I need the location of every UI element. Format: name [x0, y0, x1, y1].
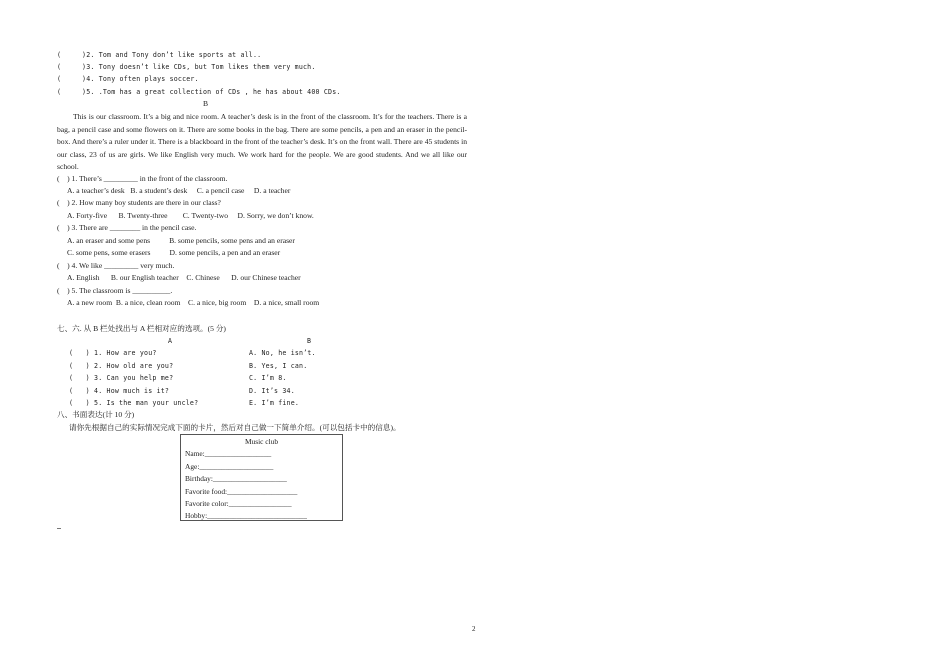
matching-column-b-header: B: [307, 337, 312, 345]
card-age-field: Age:____________________: [185, 462, 274, 471]
margin-mark: [57, 528, 61, 529]
matching-row-2-answer: B. Yes, I can.: [249, 362, 308, 370]
reading-question-3-options-ab: A. an eraser and some pens B. some pencils, some pens and an eraser: [67, 236, 295, 245]
page-number: 2: [472, 625, 476, 633]
card-title: Music club: [244, 437, 279, 446]
reading-question-4: ( ) 4. We like _________ very much.: [57, 261, 175, 270]
matching-row-4-answer: D. It’s 34.: [249, 387, 295, 395]
reading-question-5-options: A. a new room B. a nice, clean room C. a nice, big room D. a nice, small room: [67, 298, 320, 307]
reading-question-1: ( ) 1. There’s _________ in the front of the classroom.: [57, 174, 228, 183]
matching-row-3-answer: C. I’m 8.: [249, 374, 287, 382]
matching-row-5-answer: E. I’m fine.: [249, 399, 300, 407]
card-birthday-field: Birthday:____________________: [185, 474, 287, 483]
card-name-field: Name:__________________: [185, 449, 272, 458]
reading-question-2-options: A. Forty-five B. Twenty-three C. Twenty-two D. Sorry, we don’t know.: [67, 211, 314, 220]
matching-row-1-question: ( ) 1. How are you?: [69, 349, 157, 357]
reading-question-4-options: A. English B. our English teacher C. Chinese D. our Chinese teacher: [67, 273, 301, 282]
tf-item-3: ( )3. Tony doesn’t like CDs, but Tom likes them very much.: [57, 63, 316, 71]
reading-question-3-options-cd: C. some pens, some erasers D. some pencils, a pen and an eraser: [67, 248, 281, 257]
matching-section-title: 七、六. 从 B 栏处找出与 A 栏相对应的选项。(5 分): [57, 324, 226, 333]
reading-question-3: ( ) 3. There are ________ in the pencil case.: [57, 223, 197, 232]
matching-row-5-question: ( ) 5. Is the man your uncle?: [69, 399, 199, 407]
matching-column-a-header: A: [168, 337, 173, 345]
matching-row-3-question: ( ) 3. Can you help me?: [69, 374, 174, 382]
reading-question-5: ( ) 5. The classroom is __________.: [57, 286, 173, 295]
reading-question-1-options: A. a teacher’s desk B. a student’s desk C. a pencil case D. a teacher: [67, 186, 291, 195]
reading-b-passage: This is our classroom. It’s a big and nice room. A teacher’s desk is in the front of the classroom. It’s for the teachers. There is a bag, a pencil case and some flowers on it. There are some books in the bag. There are some pencils, a pen and an eraser in the pencil-box. And there’s a ruler under it. There is a blackboard in the front of the teacher’s desk. It’s on the front wall. There are 45 students in our class, 23 of us are girls. We like English very much. We work hard for the people. We are good students. And we all like our school.: [57, 112, 467, 171]
matching-row-4-question: ( ) 4. How much is it?: [69, 387, 170, 395]
reading-question-2: ( ) 2. How many boy students are there in our class?: [57, 198, 221, 207]
writing-instruction: 请你先根据自己的实际情况完成下面的卡片，然后对自己做一下简单介绍。(可以包括卡中的信息)。: [69, 423, 401, 432]
tf-item-5: ( )5. .Tom has a great collection of CDs , he has about 400 CDs.: [57, 88, 341, 96]
music-club-card: [180, 434, 343, 521]
tf-item-4: ( )4. Tony often plays soccer.: [57, 75, 199, 83]
matching-row-2-question: ( ) 2. How old are you?: [69, 362, 174, 370]
card-hobby-field: Hobby:___________________________: [185, 511, 307, 520]
matching-row-1-answer: A. No, he isn’t.: [249, 349, 316, 357]
reading-b-heading: B: [203, 99, 209, 108]
card-favorite-food-field: Favorite food:___________________: [185, 487, 298, 496]
writing-section-title: 八、书面表达(计 10 分): [57, 410, 135, 419]
card-favorite-color-field: Favorite color:_________________: [185, 499, 292, 508]
tf-item-2: ( )2. Tom and Tony don’t like sports at all..: [57, 51, 262, 59]
